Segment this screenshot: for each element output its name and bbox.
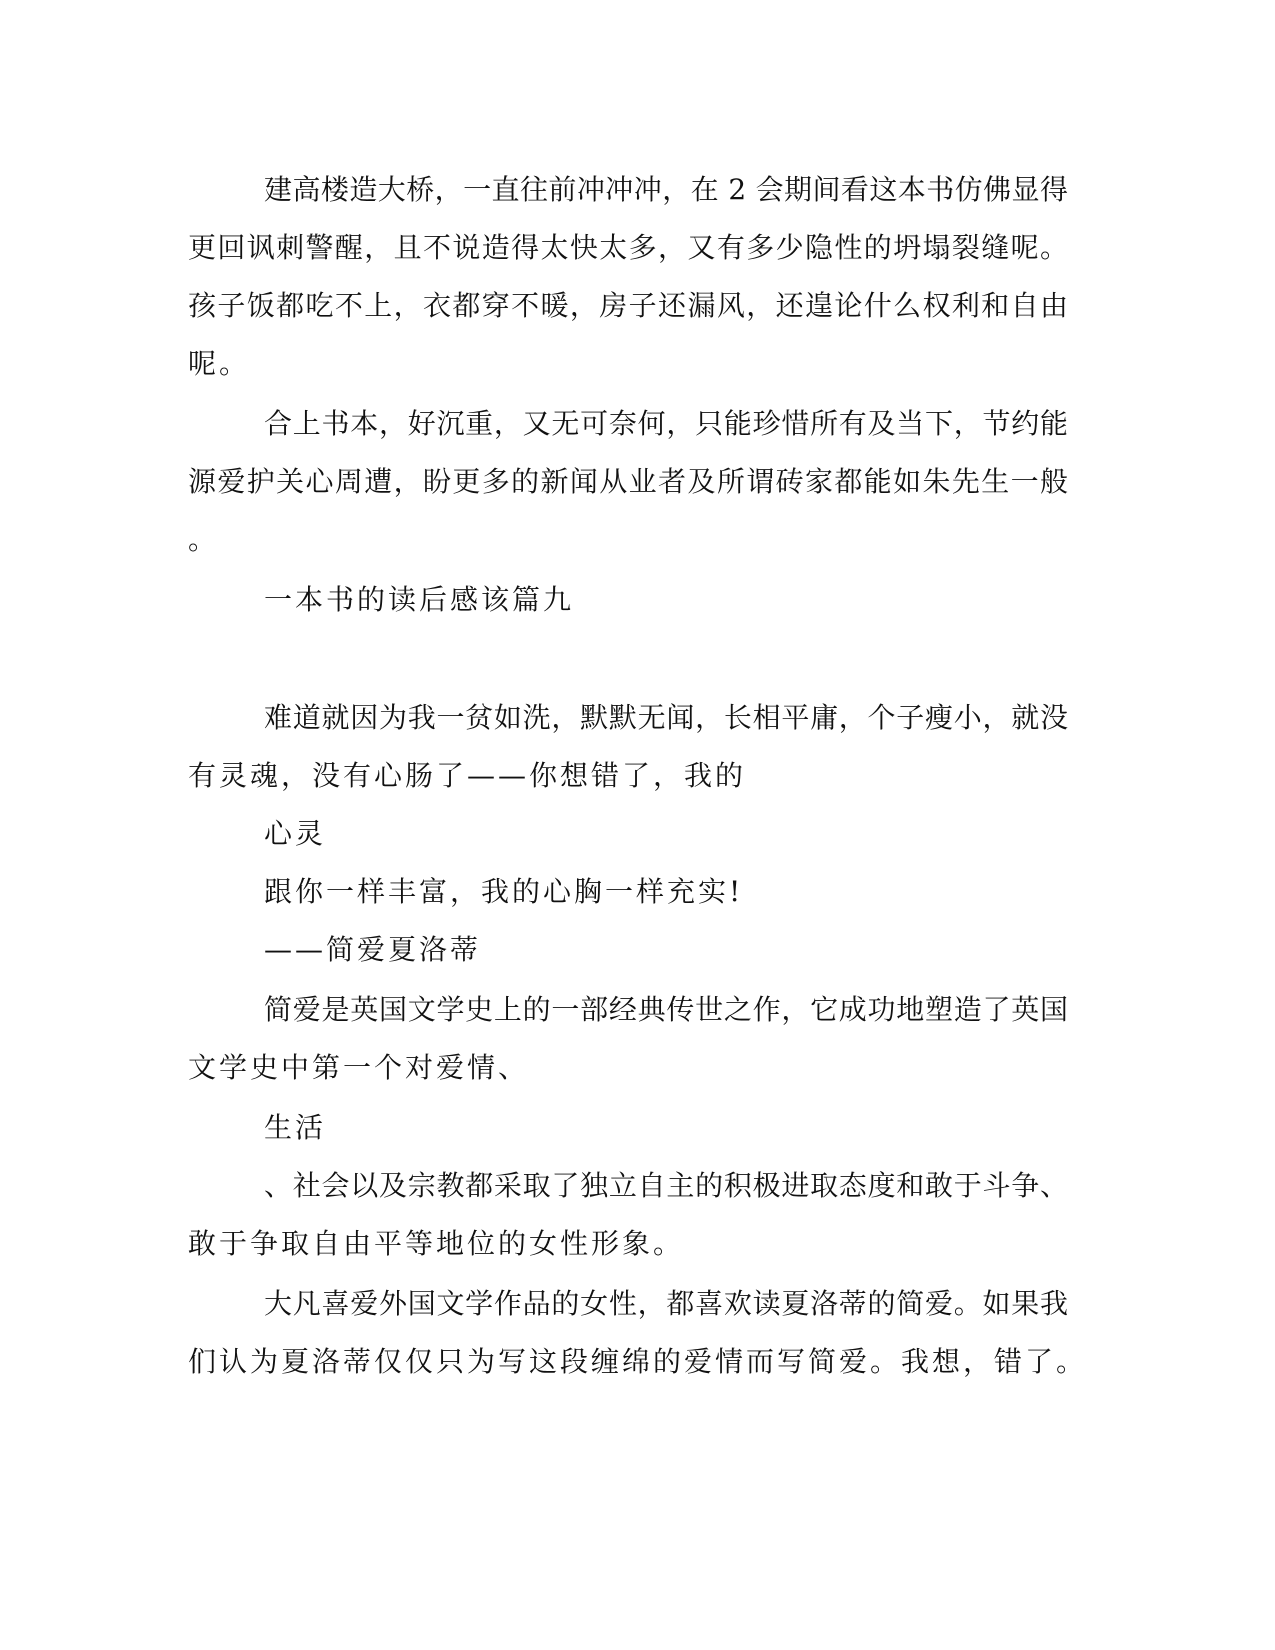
text-line: 文学史中第一个对爱情、 bbox=[188, 1051, 530, 1084]
text-line: 合上书本，好沉重，又无可奈何，只能珍惜所有及当下，节约能 bbox=[264, 407, 1068, 440]
text-line: 大凡喜爱外国文学作品的女性，都喜欢读夏洛蒂的简爱。如果我 bbox=[264, 1287, 1068, 1320]
text-line: 建高楼造大桥，一直往前冲冲冲，在 2 会期间看这本书仿佛显得 bbox=[264, 173, 1068, 206]
text-line: 难道就因为我一贫如洗，默默无闻，长相平庸，个子瘦小，就没 bbox=[264, 701, 1068, 734]
text-line: ——简爱夏洛蒂 bbox=[264, 933, 482, 966]
text-line: 敢于争取自由平等地位的女性形象。 bbox=[188, 1227, 685, 1260]
text-line: 简爱是英国文学史上的一部经典传世之作，它成功地塑造了英国 bbox=[264, 993, 1068, 1026]
text-line: 有灵魂，没有心肠了——你想错了，我的 bbox=[188, 759, 747, 792]
text-line: 跟你一样丰富，我的心胸一样充实! bbox=[264, 875, 744, 908]
text-line: 生活 bbox=[264, 1111, 327, 1144]
text-line: 、社会以及宗教都采取了独立自主的积极进取态度和敢于斗争、 bbox=[264, 1169, 1068, 1202]
section-heading: 一本书的读后感该篇九 bbox=[264, 583, 575, 616]
text-line: 孩子饭都吃不上，衣都穿不暖，房子还漏风，还遑论什么权利和自由 bbox=[188, 289, 1068, 322]
text-line: 呢。 bbox=[188, 347, 251, 380]
text-line: 更回讽刺警醒，且不说造得太快太多，又有多少隐性的坍塌裂缝呢。 bbox=[188, 231, 1068, 264]
text-line: 们认为夏洛蒂仅仅只为写这段缠绵的爱情而写简爱。我想，错了。 bbox=[188, 1345, 1088, 1378]
text-line: 心灵 bbox=[264, 817, 327, 850]
text-line: 。 bbox=[188, 523, 220, 556]
text-line: 源爱护关心周遭，盼更多的新闻从业者及所谓砖家都能如朱先生一般 bbox=[188, 465, 1068, 498]
